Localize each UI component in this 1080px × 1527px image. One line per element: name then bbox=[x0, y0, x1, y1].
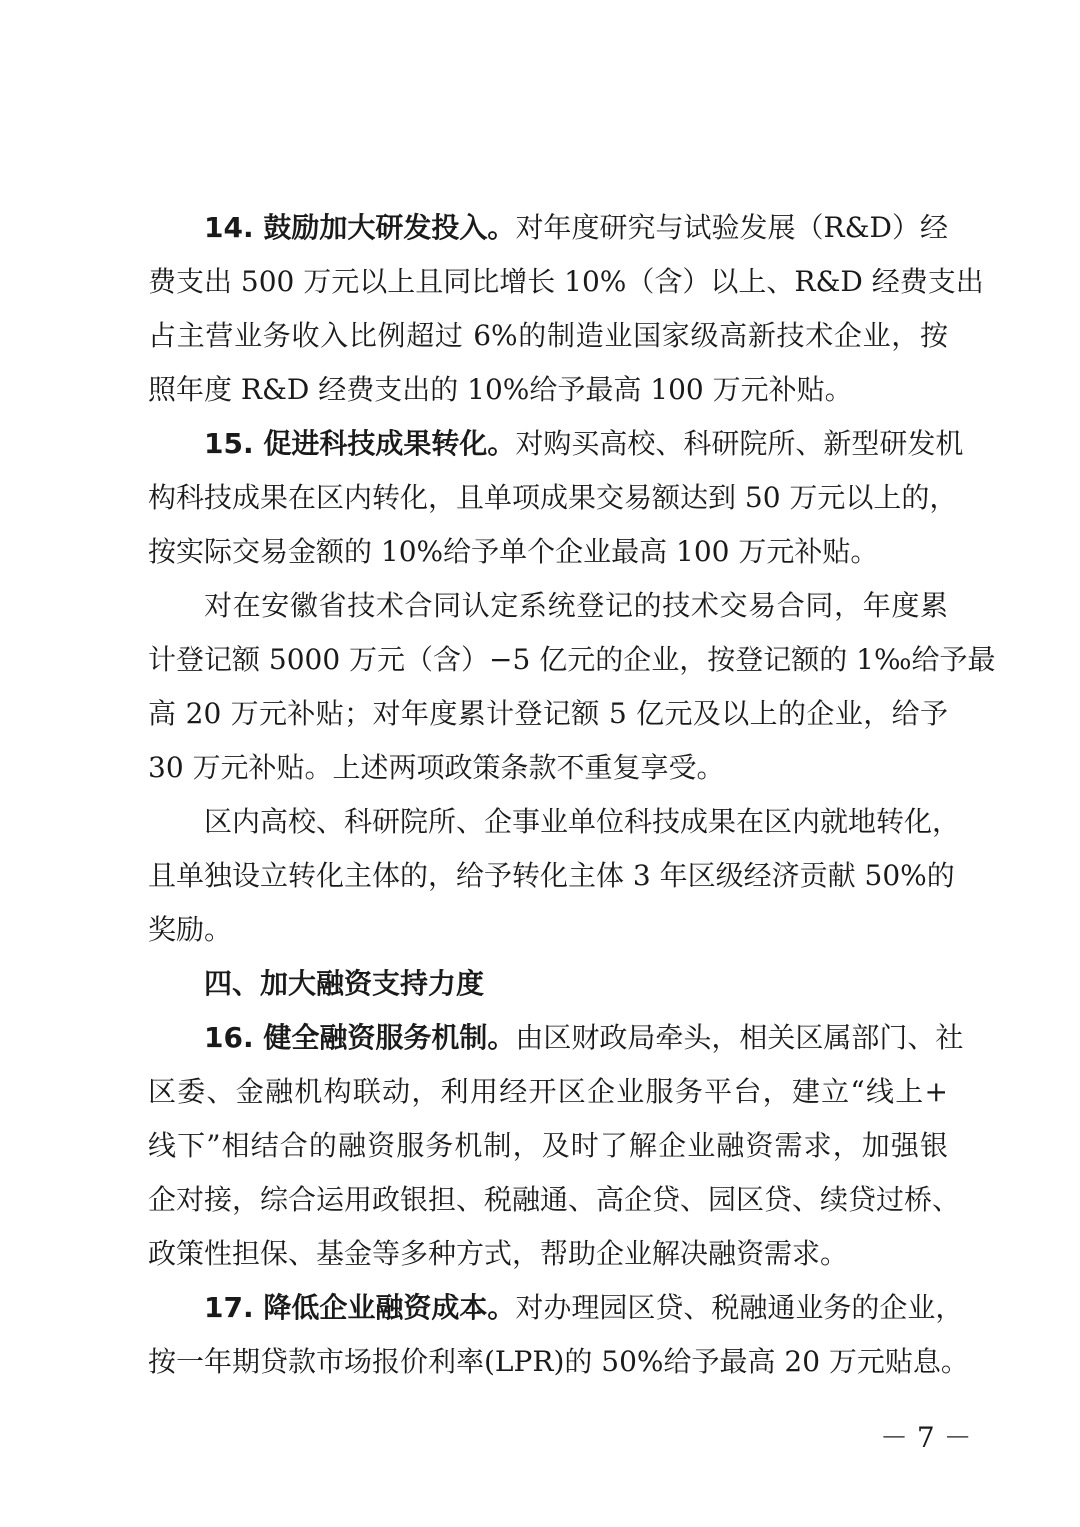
item-15b-line-4: 30 万元补贴。上述两项政策条款不重复享受。 bbox=[148, 751, 725, 784]
section-heading-4: 四、加大融资支持力度 bbox=[204, 967, 485, 1000]
item-16-line-4: 企对接，综合运用政银担、税融通、高企贷、园区贷、续贷过桥、 bbox=[148, 1183, 961, 1216]
item-16-text: 由区财政局牵头，相关区属部门、社 bbox=[515, 1021, 964, 1054]
item-17-line-2: 按一年期贷款市场报价利率(LPR)的 50%给予最高 20 万元贴息。 bbox=[148, 1345, 969, 1378]
page-number: － 7 － bbox=[880, 1421, 972, 1454]
item-14-text: 对年度研究与试验发展（R&D）经 bbox=[515, 211, 948, 244]
item-16-line-2: 区委、金融机构联动，利用经开区企业服务平台，建立“线上+ bbox=[148, 1075, 948, 1108]
item-14-line-2: 费支出 500 万元以上且同比增长 10%（含）以上、R&D 经费支出 bbox=[148, 265, 984, 298]
item-16-line-1 bbox=[204, 1018, 964, 1058]
item-15-line-3: 按实际交易金额的 10%给予单个企业最高 100 万元补贴。 bbox=[148, 535, 879, 568]
item-14-line-3: 占主营业务收入比例超过 6%的制造业国家级高新技术企业，按 bbox=[148, 319, 948, 352]
item-15-line-1 bbox=[204, 424, 964, 464]
item-14-line-1 bbox=[204, 208, 948, 248]
item-15b-line-1: 对在安徽省技术合同认定系统登记的技术交易合同，年度累 bbox=[204, 589, 948, 622]
item-17-line-1 bbox=[204, 1288, 964, 1328]
item-15c-line-1: 区内高校、科研院所、企事业单位科技成果在区内就地转化， bbox=[204, 805, 961, 838]
item-15-text: 对购买高校、科研院所、新型研发机 bbox=[515, 427, 964, 460]
item-15b-line-3: 高 20 万元补贴；对年度累计登记额 5 亿元及以上的企业，给予 bbox=[148, 697, 948, 730]
item-14-title: 14. 鼓励加大研发投入。 bbox=[204, 211, 516, 244]
item-15-title: 15. 促进科技成果转化。 bbox=[204, 427, 516, 460]
item-14-line-4: 照年度 R&D 经费支出的 10%给予最高 100 万元补贴。 bbox=[148, 373, 853, 406]
item-16-title: 16. 健全融资服务机制。 bbox=[204, 1021, 516, 1054]
item-15c-line-3: 奖励。 bbox=[148, 913, 233, 946]
item-16-line-5: 政策性担保、基金等多种方式，帮助企业解决融资需求。 bbox=[148, 1237, 849, 1270]
item-15-line-2: 构科技成果在区内转化，且单项成果交易额达到 50 万元以上的， bbox=[148, 481, 958, 514]
item-17-title: 17. 降低企业融资成本。 bbox=[204, 1291, 516, 1324]
item-15b-line-2: 计登记额 5000 万元（含）−5 亿元的企业，按登记额的 1‰给予最 bbox=[148, 643, 996, 676]
item-15c-line-2: 且单独设立转化主体的，给予转化主体 3 年区级经济贡献 50%的 bbox=[148, 859, 955, 892]
item-16-line-3: 线下”相结合的融资服务机制，及时了解企业融资需求，加强银 bbox=[148, 1129, 948, 1162]
item-17-text: 对办理园区贷、税融通业务的企业， bbox=[515, 1291, 964, 1324]
